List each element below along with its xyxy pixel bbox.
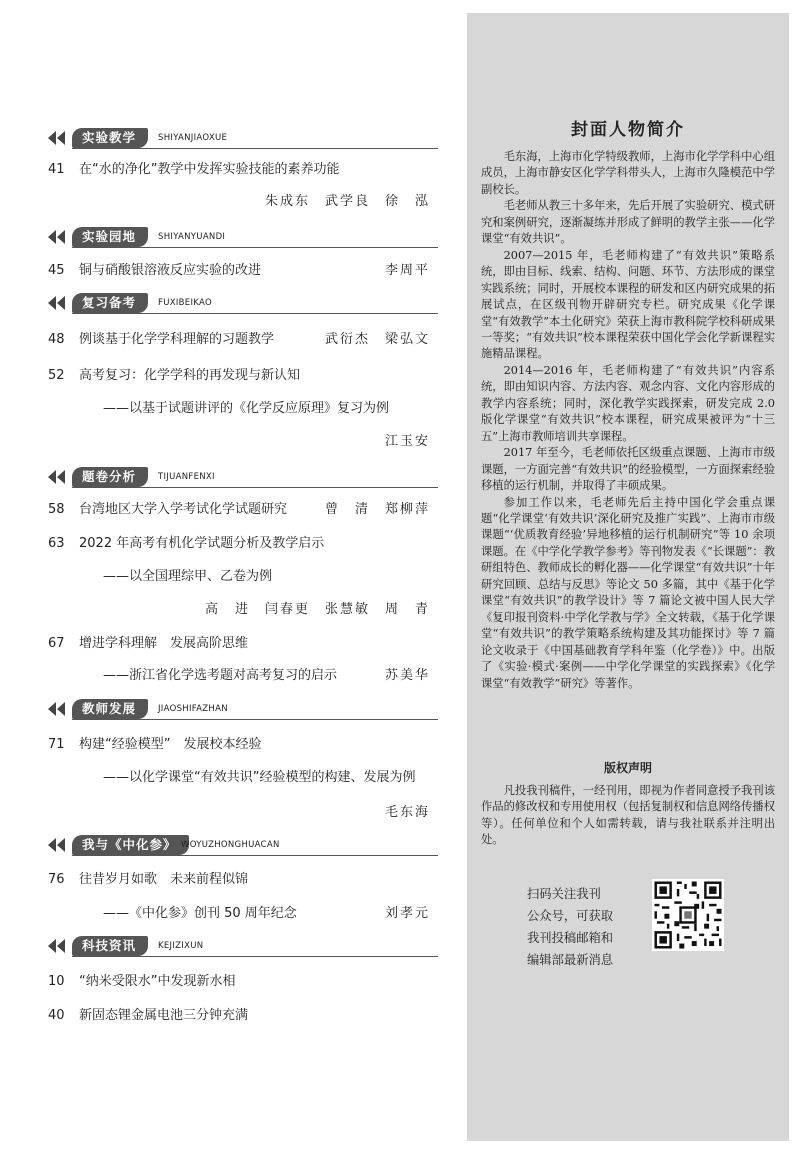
section-english: SHIYANYUANDI: [158, 232, 226, 242]
article-authors: 毛东海: [384, 805, 430, 820]
section-label: 复习备考: [72, 293, 148, 313]
bio-paragraph: 2017 年至今，毛老师依托区级重点课题、上海市市级课题，一方面完善“有效共识”的经验模型，一方面探索经验移植的运行机制，并取得了丰硕成果。: [481, 446, 775, 493]
page-number: 58: [48, 502, 65, 517]
bio-paragraph: 2014—2016 年，毛老师构建了“有效共识”内容系统，即由知识内容、方法内容、观念内容、文化内容形成的教学内容系统；同时，深化教学实践探索，研发完成 2.0 版化学课堂“有效共识”校本课程，研究成果被评为“十三五”上海市教师培训共享课程。: [481, 363, 775, 443]
page-number: 45: [48, 263, 65, 278]
page-number: 41: [48, 162, 65, 177]
scan-line: 扫码关注我刊: [527, 887, 601, 901]
article-authors: 李周平: [384, 263, 430, 278]
article-title: 在“水的净化”教学中发挥实验技能的素养功能: [79, 162, 340, 177]
article-authors: 武衍杰 梁弘文: [324, 332, 430, 347]
subtitle-text: ——以基于试题讲评的《化学反应原理》复习为例: [103, 401, 390, 416]
article-authors: 朱成东 武学良 徐 泓: [264, 194, 430, 209]
page-number: 76: [48, 872, 65, 887]
page-number: 71: [48, 737, 65, 752]
bio-paragraph: 2007—2015 年，毛老师构建了“有效共识”策略系统，即由目标、线索、结构、问题、环节、方法形成的课堂实践系统；同时，开展校本课程的研发和区内研究成果的拓展试点，在区级刊物开辟研究专栏。研究成果《化学课堂“有效教学”本土化研究》荣获上海市教科院学校科研成果一等奖；“有效共识”校本课程荣获中国化学会化学新课程实施精品课程。: [481, 248, 775, 361]
article-title: 新固态锂金属电池三分钟充满: [79, 1008, 249, 1023]
section-rule: [72, 313, 438, 314]
subtitle-text: ——《中化参》创刊 50 周年纪念: [103, 906, 297, 921]
double-arrow-icon: [48, 131, 68, 145]
section-rule: [72, 487, 438, 488]
subtitle-text: ——以化学课堂“有效共识”经验模型的构建、发展为例: [103, 770, 416, 785]
section-english: FUXIBEIKAO: [158, 298, 212, 308]
cover-person-panel: [467, 13, 789, 1141]
page-number: 52: [48, 368, 65, 383]
scan-line: 编辑部最新消息: [527, 953, 614, 967]
subtitle-text: ——浙江省化学选考题对高考复习的启示: [103, 668, 338, 683]
section-rule: [72, 148, 438, 149]
double-arrow-icon: [48, 296, 68, 310]
page-number: 63: [48, 536, 65, 551]
section-label: 我与《中化参》: [72, 835, 189, 855]
subtitle-text: ——以全国理综甲、乙卷为例: [103, 569, 273, 584]
page-number: 40: [48, 1008, 65, 1023]
double-arrow-icon: [48, 838, 68, 852]
article-authors: 高 进 闫春更 张慧敏 周 青: [204, 602, 430, 617]
section-header-jiaoshifazhan: [48, 698, 438, 720]
article-authors: 曾 清 郑柳萍: [324, 502, 430, 517]
scan-line: 我刊投稿邮箱和: [527, 931, 614, 945]
copyright-notice: [481, 783, 775, 849]
section-label: 实验教学: [72, 128, 148, 148]
section-label: 实验园地: [72, 227, 148, 247]
section-english: KEJIZIXUN: [158, 941, 204, 951]
article-title: 往昔岁月如歌 未来前程似锦: [79, 872, 249, 887]
section-rule: [72, 247, 438, 248]
bio-paragraph: 参加工作以来，毛老师先后主持中国化学会重点课题“化学课堂‘有效共识’深化研究及推广实践”、上海市市级课题“‘优质教育经验’异地移植的运行机制研究”等 10 余项课题。在《中学化学教学参考》等刊物发表《“长课题”：教研组特色、教师成长的孵化器——化学课堂“有效共识”十年研究回顾、总结与反思》等论文 50 多篇，其中《基于化学课堂“有效共识”的教学设计》等 7 篇论文被中国人民大学《复印报刊资料·中学化学教与学》全文转载，《基于化学课堂“有效共识”的教学策略系统构建及其功能探讨》等 7 篇论文收录于《中国基础教育学科年鉴（化学卷）》中。出版了《实验·模式·案例——中学化学课堂的实践探索》《化学课堂“有效教学”研究》等著作。: [481, 495, 775, 690]
page-number: 67: [48, 636, 65, 651]
article-title: 高考复习：化学学科的再发现与新认知: [79, 368, 301, 383]
double-arrow-icon: [48, 702, 68, 716]
section-rule: [72, 719, 438, 720]
section-english: WOYUZHONGHUACAN: [181, 840, 280, 850]
scan-line: 公众号，可获取: [527, 909, 614, 923]
double-arrow-icon: [48, 230, 68, 244]
qr-code-icon[interactable]: [652, 879, 724, 951]
double-arrow-icon: [48, 470, 68, 484]
article-title: 例谈基于化学学科理解的习题教学: [79, 332, 275, 347]
table-of-contents: [48, 0, 438, 1154]
section-header-shiyanyuandi: [48, 226, 438, 248]
article-authors: 江玉安: [384, 434, 430, 449]
section-english: SHIYANJIAOXUE: [158, 133, 228, 143]
section-header-tijuanfenxi: [48, 466, 438, 488]
section-english: JIAOSHIFAZHAN: [158, 704, 228, 714]
scan-prompt: [527, 883, 657, 971]
cover-title: 封面人物简介: [571, 120, 685, 140]
copyright-text: 凡投我刊稿件，一经刊用，即视为作者同意授予我刊该作品的修改权和专用使用权（包括复制权和信息网络传播权等）。任何单位和个人如需转载，请与我社联系并注明出处。: [481, 784, 775, 847]
article-title: 增进学科理解 发展高阶思维: [79, 636, 249, 651]
section-rule: [72, 855, 438, 856]
section-header-fuxibeikao: [48, 292, 438, 314]
double-arrow-icon: [48, 939, 68, 953]
article-title: 2022 年高考有机化学试题分析及教学启示: [79, 536, 325, 551]
section-header-kejizixun: [48, 935, 438, 957]
article-title: “纳米受限水”中发现新水相: [79, 974, 236, 989]
page-number: 48: [48, 332, 65, 347]
copyright-title: 版权声明: [603, 761, 652, 775]
section-label: 题卷分析: [72, 467, 148, 487]
section-header-shiyanjiaoxue: [48, 127, 438, 149]
bio-paragraph: 毛老师从教三十多年来，先后开展了实验研究、模式研究和案例研究，逐渐凝练并形成了鲜明的教学主张——化学课堂“有效共识”。: [481, 199, 775, 246]
section-label: 教师发展: [72, 699, 148, 719]
section-english: TIJUANFENXI: [158, 472, 215, 482]
section-rule: [72, 956, 438, 957]
article-title: 铜与硝酸银溶液反应实验的改进: [79, 263, 262, 278]
article-title: 构建“经验模型” 发展校本经验: [79, 737, 262, 752]
section-header-woyuzhonghuacan: [48, 834, 438, 856]
article-title: 台湾地区大学入学考试化学试题研究: [79, 502, 288, 517]
bio-paragraph: 毛东海，上海市化学特级教师，上海市化学学科中心组成员，上海市静安区化学学科带头人，上海市久隆模范中学副校长。: [481, 150, 775, 196]
article-authors: 苏美华: [384, 668, 430, 683]
section-label: 科技资讯: [72, 936, 148, 956]
page-number: 10: [48, 974, 65, 989]
cover-bio: [481, 149, 775, 692]
article-authors: 刘孝元: [384, 906, 430, 921]
